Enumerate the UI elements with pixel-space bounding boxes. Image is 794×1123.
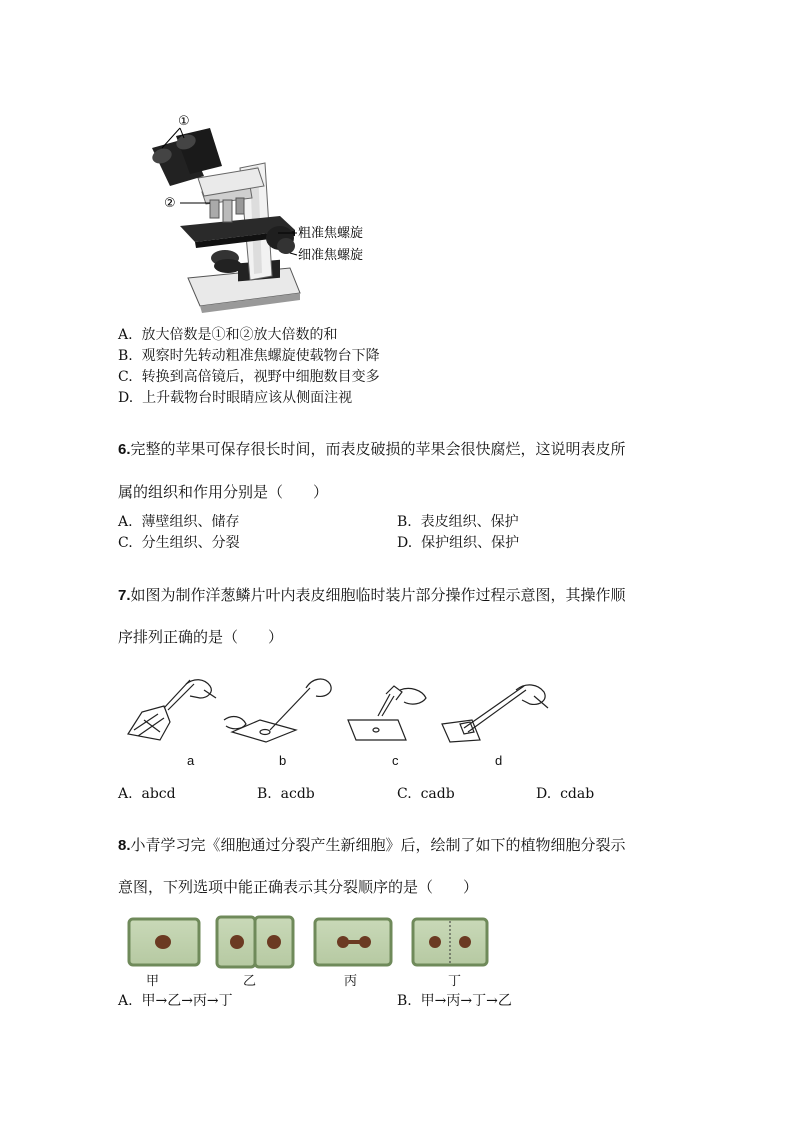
cell-ding [413,919,487,965]
q7-caption-d: d [495,753,503,768]
q7-caption-a: a [187,753,195,768]
q8-stem-line2: 意图，下列选项中能正确表示其分裂顺序的是（ ） [118,878,479,896]
q6-option-c: C. 分生组织、分裂 [118,535,240,551]
q8-stem-line1: 8.小青学习完《细胞通过分裂产生新细胞》后，绘制了如下的植物细胞分裂示 [118,836,626,854]
q7-option-a: A. abcd [118,786,176,802]
q6-stem-line1: 6.完整的苹果可保存很长时间，而表皮破损的苹果会很快腐烂，这说明表皮所 [118,440,626,458]
q7-option-d: D. cdab [536,786,595,802]
q6-option-d: D. 保护组织、保护 [397,535,520,551]
q7-caption-c: c [392,753,399,768]
step-a-drawing [128,680,216,740]
step-b-drawing [224,679,331,742]
cell-jia [129,919,199,965]
cell-yi [217,917,293,967]
q6-option-a: A. 薄壁组织、储存 [118,514,240,530]
q7-caption-b: b [279,753,287,768]
label-coarse-focus: 粗准焦螺旋 [298,226,364,241]
q7-option-b: B. acdb [257,786,315,802]
q7-stem-line1: 7.如图为制作洋葱鳞片叶内表皮细胞临时装片部分操作过程示意图，其操作顺 [118,586,626,604]
q5-option-d: D. 上升载物台时眼睛应该从侧面注视 [118,390,353,406]
q8-option-a: A. 甲→乙→丙→丁 [118,993,233,1009]
q8-caption-ding: 丁 [448,973,462,988]
slide-procedure-figure [120,672,560,750]
q5-option-a: A. 放大倍数是①和②放大倍数的和 [118,327,338,343]
q8-caption-yi: 乙 [243,973,257,988]
label-objective: ② [164,196,176,211]
q8-caption-jia: 甲 [146,973,160,988]
step-d-drawing [442,685,548,742]
q7-option-c: C. cadb [397,786,455,802]
q5-option-b: B. 观察时先转动粗准焦螺旋使载物台下降 [118,348,380,364]
label-fine-focus: 细准焦螺旋 [298,248,364,263]
step-c-drawing [348,686,426,740]
q5-option-c: C. 转换到高倍镜后，视野中细胞数目变多 [118,369,380,385]
microscope-figure [140,108,380,318]
q8-caption-bing: 丙 [344,973,358,988]
q6-option-b: B. 表皮组织、保护 [397,514,519,530]
cell-division-figure [125,915,495,971]
q6-stem-line2: 属的组织和作用分别是（ ） [118,483,329,501]
q7-stem-line2: 序排列正确的是（ ） [118,628,284,646]
q8-option-b: B. 甲→丙→丁→乙 [397,993,512,1009]
label-eyepiece: ① [178,114,190,129]
cell-bing [315,919,391,965]
